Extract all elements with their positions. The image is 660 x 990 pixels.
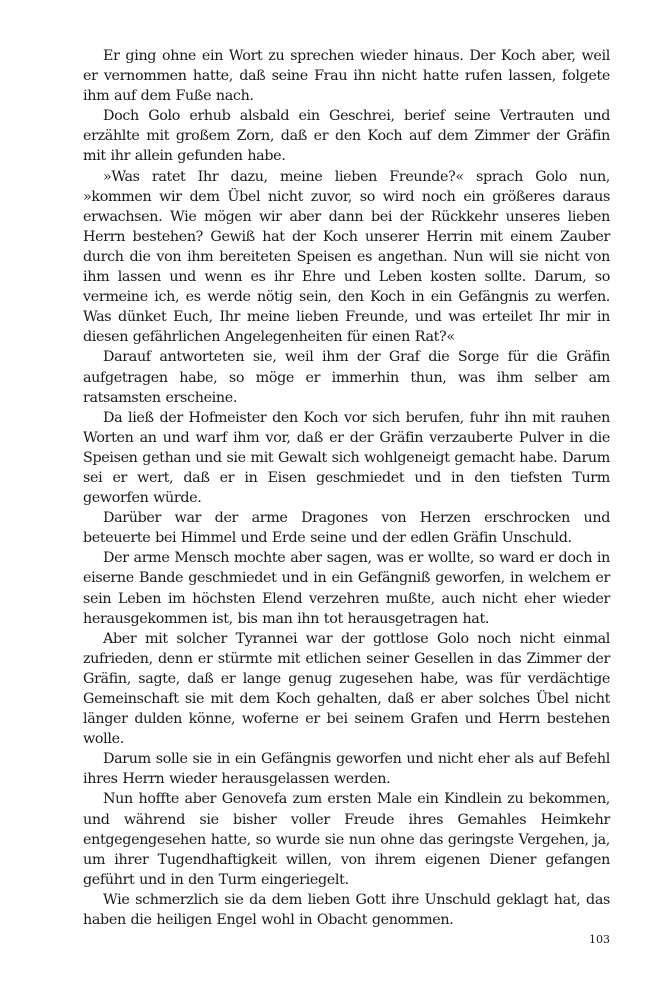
paragraph: »Was ratet Ihr dazu, meine lieben Freunde?« sprach Golo nun, »kommen wir dem Übel nicht zuvor, so wird noch ein größeres daraus erwachsen. Wie mögen wir aber dann bei der Rückkehr unseres lieben Herrn bestehen? Gewiß hat der Koch unserer Herrin mit einem Zauber durch die von ihm bereiteten Speisen es angethan. Nun will sie nicht von ihm lassen und wenn es ihr Ehre und Leben kosten sollte. Darum, so vermeine ich, es werde nötig sein, den Koch in ein Gefängnis zu werfen. Was dünket Euch, Ihr meine lieben Freunde, und was erteilet Ihr mir in diesen gefährlichen Angelegenheiten für einen Rat?« — [83, 168, 610, 346]
paragraph: Da ließ der Hofmeister den Koch vor sich berufen, fuhr ihn mit rauhen Worten an und warf ihm vor, daß er der Gräfin verzauberte Pulver in die Speisen gethan und sie mit Gewalt sich wohlgeneigt gemacht habe. Darum sei er wert, daß er in Eisen geschmiedet und in den tiefsten Turm geworfen würde. — [83, 409, 610, 507]
page-body — [83, 46, 610, 930]
paragraph: Der arme Mensch mochte aber sagen, was er wollte, so ward er doch in eiserne Bande geschmiedet und in ein Gefängniß geworfen, in welchem er sein Leben im höchsten Elend verzehren mußte, auch nicht eher wieder herausgekommen ist, bis man ihn tot herausgetragen hat. — [83, 550, 610, 627]
paragraph: Darüber war der arme Dragones von Herzen erschrocken und beteuerte bei Himmel und Erde seine und der edlen Gräfin Unschuld. — [83, 510, 610, 547]
paragraph: Er ging ohne ein Wort zu sprechen wieder hinaus. Der Koch aber, weil er vernommen hatte, daß seine Frau ihn nicht hatte rufen lassen, folgete ihm auf dem Fuße nach. — [83, 48, 610, 105]
paragraph: Aber mit solcher Tyrannei war der gottlose Golo noch nicht einmal zufrieden, denn er stürmte mit etlichen seiner Gesellen in das Zimmer der Gräfin, sagte, daß er lange genug zugesehen habe, was für verdächtige Gemeinschaft sie mit dem Koch gehalten, daß er aber solches Übel nicht länger dulden könne, woferne er bei seinem Grafen und Herrn bestehen wolle. — [83, 630, 610, 748]
paragraph: Wie schmerzlich sie da dem lieben Gott ihre Unschuld geklagt hat, das haben die heiligen Engel wohl in Obacht genommen. — [83, 891, 610, 929]
paragraph: Darauf antworteten sie, weil ihm der Graf die Sorge für die Gräfin aufgetragen habe, so möge er immerhin thun, was ihm selber am ratsamsten erscheine. — [83, 349, 610, 406]
paragraph: Nun hoffte aber Genovefa zum ersten Male ein Kindlein zu bekommen, und während sie bisher voller Freude ihres Gemahles Heimkehr entgegengesehen hatte, so wurde sie nun ohne das geringste Vergehen, ja, um ihrer Tugendhaftigkeit willen, von ihrem eigenen Diener gefangen geführt und in den Turm eingeriegelt. — [83, 791, 610, 888]
paragraph: Darum solle sie in ein Gefängnis geworfen und nicht eher als auf Befehl ihres Herrn wieder herausgelassen werden. — [83, 751, 610, 788]
page-number: 103 — [589, 933, 610, 946]
paragraph: Doch Golo erhub alsbald ein Geschrei, berief seine Vertrauten und erzählte mit großem Zorn, daß er den Koch auf dem Zimmer der Gräfin mit ihr allein gefunden habe. — [83, 108, 610, 165]
